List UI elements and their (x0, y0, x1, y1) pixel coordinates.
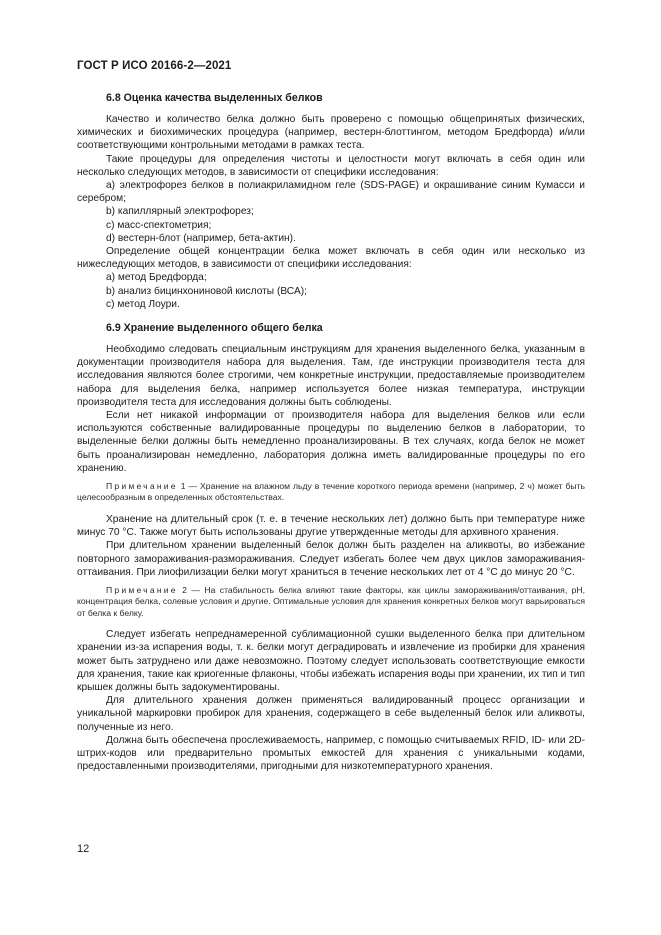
paragraph: Качество и количество белка должно быть проверено с помощью общепринятых физических, химических и биохимических процедура (например, вестерн-блоттингом, методом Бредфорда) и/или соответствующими контрольными методами в рамках теста. (77, 114, 585, 152)
list-item: b) анализ бицинхониновой кислоты (ВСА); (106, 285, 307, 297)
list-item: c) метод Лоури. (106, 298, 180, 310)
list-item: c) масс-спектометрия; (106, 219, 212, 231)
paragraph: Если нет никакой информации от производителя набора для выделения белков или если используются собственные валидированные процедуры по выделению белков в лаборатории, то выделенные белки должны быть немедленно проанализированы. В тех случаях, когда белок не может быть проанализирован немедленно, лаборатория должна иметь валидированные процедуры по его хранению. (77, 410, 585, 474)
list-item: a) метод Бредфорда; (106, 272, 207, 284)
note-label: Примечание (106, 584, 178, 595)
section-6-9-heading: 6.9 Хранение выделенного общего белка (106, 322, 323, 335)
page-content (77, 92, 585, 773)
paragraph: Для длительного хранения должен применяться валидированный процесс организации и уникальной маркировки пробирок для хранения, содержащего в себе выделенный белок или аликвоты, полученные из него. (77, 695, 585, 733)
paragraph: Такие процедуры для определения чистоты и целостности могут включать в себя один или несколько следующих методов, в зависимости от специфики исследования: (77, 153, 585, 178)
page-number: 12 (77, 843, 90, 855)
note-label: Примечание (106, 481, 178, 492)
paragraph: Следует избегать непреднамеренной сублимационной сушки выделенного белка при длительном хранении из-за испарения воды, т. к. белки могут деградировать и извлечение из пробирки для хранения может быть затруднено или даже невозможно. Поэтому следует использовать соответствующие емкости для хранения, такие как криогенные флаконы, чтобы избежать испарения воды при хранении, их тип и тип крышек должны быть задокументированы. (77, 629, 585, 693)
list-item: a) электрофорез белков в полиакриламидном геле (SDS-PAGE) и окрашивание синим Кумасси и серебром; (77, 180, 585, 205)
note-1 (77, 481, 585, 504)
document-code-header: ГОСТ Р ИСО 20166-2—2021 (77, 60, 232, 72)
paragraph: Должна быть обеспечена прослеживаемость, например, с помощью считываемых RFID, ID- или 2D-штрих-кодов или предварительно промытых емкостей для хранения с уникальными кодами, предоставленными производителями, пригодными для низкотемпературного хранения. (77, 734, 585, 773)
note-text: 1 — Хранение на влажном льду в течение короткого периода времени (например, 2 ч) может быть целесообразным в определенных обстоятельствах. (77, 481, 585, 503)
paragraph: Необходимо следовать специальным инструкциям для хранения выделенного белка, указанным в документации производителя набора для выделения. Там, где инструкции производителя теста для исследования являются более строгими, чем конкретные инструкции, предоставляемые производителем набора для выделения белка, например используется более низкая температура, инструкции производителя теста для исследования должны быть соблюдены. (77, 344, 585, 408)
note-text: 2 — На стабильность белка влияют такие факторы, как циклы замораживания/оттаивания, pH, концентрация белка, солевые условия и другие. Оптимальные условия для хранения конкретных белков могут варьироваться от белка к белку. (77, 584, 585, 618)
note-2 (77, 585, 585, 619)
paragraph: При длительном хранении выделенный белок должн быть разделен на аликвоты, во избежание повторного замораживания-размораживания. Следует избегать более чем двух циклов замораживания-оттаивания. При лиофилизации белки могут храниться в течение нескольких лет от 4 °С до минус 20 °С. (77, 540, 585, 578)
paragraph: Хранение на длительный срок (т. е. в течение нескольких лет) должно быть при температуре ниже минус 70 °С. Также могут быть использованы другие утвержденные методы для архивного хранения. (77, 513, 585, 539)
list-item: d) вестерн-блот (например, бета-актин). (106, 232, 296, 244)
section-6-8-heading: 6.8 Оценка качества выделенных белков (106, 92, 323, 104)
list-item: b) капиллярный электрофорез; (106, 206, 254, 218)
paragraph: Определение общей концентрации белка может включать в себя один или несколько из нижеследующих методов, в зависимости от специфики исследования: (77, 246, 585, 271)
